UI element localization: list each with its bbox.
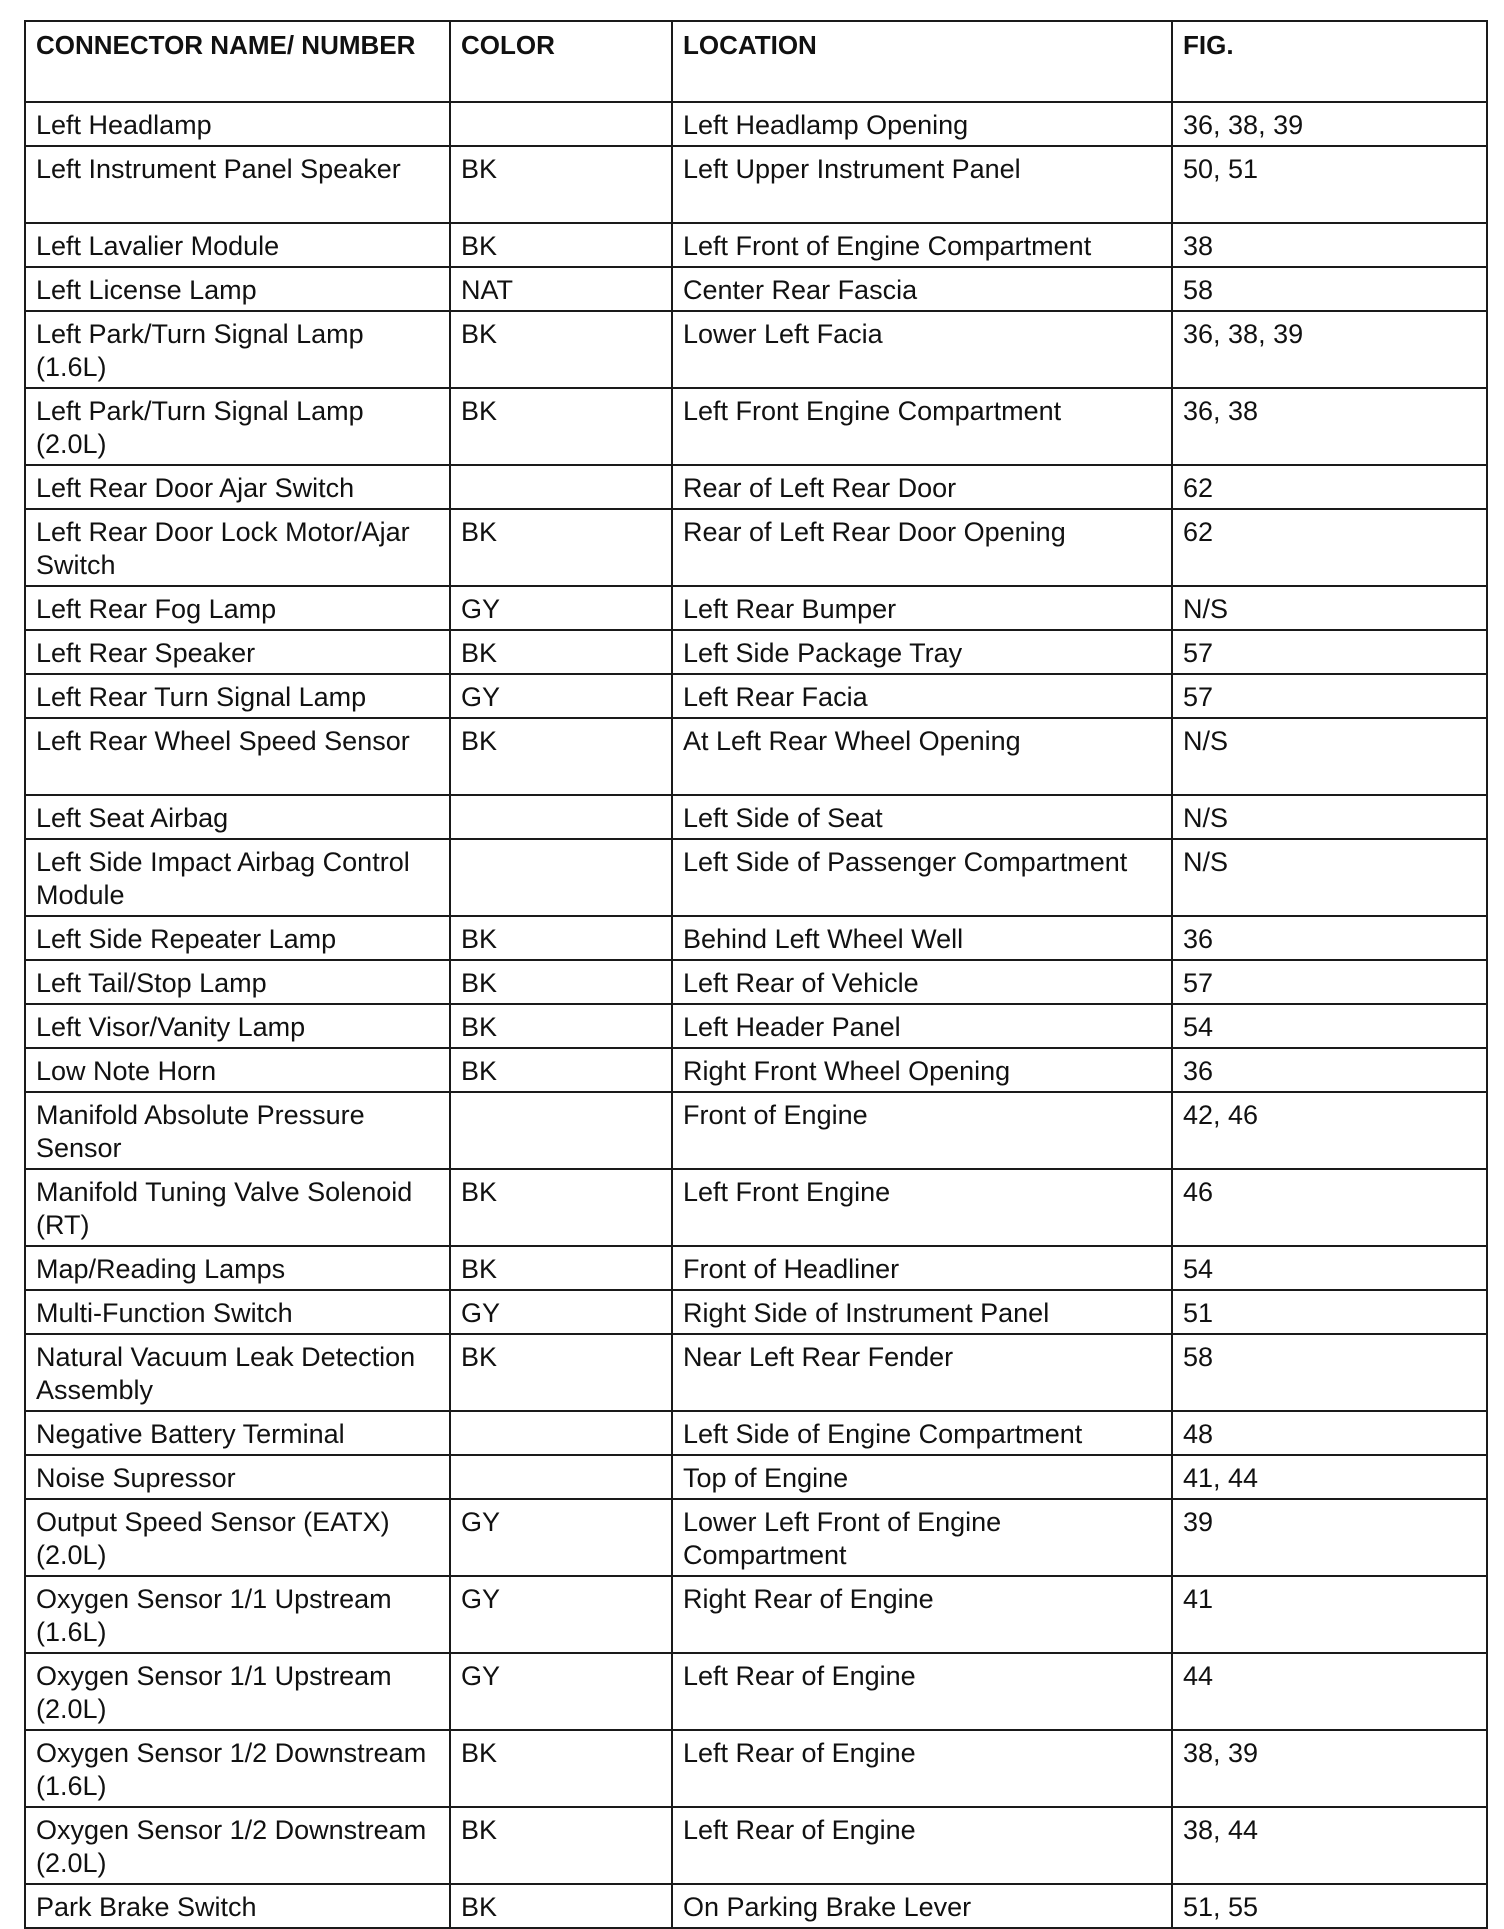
cell-location: Left Side Package Tray [672,630,1172,674]
cell-fig: N/S [1172,718,1487,795]
table-row [25,1576,1487,1653]
cell-connector-name: Left Rear Door Ajar Switch [25,465,450,509]
cell-fig: 38 [1172,223,1487,267]
table-row [25,1169,1487,1246]
header-location: LOCATION [672,21,1172,102]
header-row [25,21,1487,102]
table-row [25,223,1487,267]
table-row [25,1048,1487,1092]
table-row [25,630,1487,674]
cell-color: BK [450,1334,672,1411]
cell-color: GY [450,1499,672,1576]
cell-connector-name: Low Note Horn [25,1048,450,1092]
cell-fig: 36, 38, 39 [1172,311,1487,388]
table-row [25,795,1487,839]
cell-location: Left Front Engine Compartment [672,388,1172,465]
cell-fig: 50, 51 [1172,146,1487,223]
cell-location: Rear of Left Rear Door [672,465,1172,509]
cell-color: BK [450,1004,672,1048]
cell-fig: 36, 38, 39 [1172,102,1487,146]
cell-fig: 48 [1172,1411,1487,1455]
cell-fig: 57 [1172,630,1487,674]
cell-color: BK [450,1807,672,1884]
cell-connector-name: Manifold Absolute Pressure Sensor [25,1092,450,1169]
cell-color: GY [450,1290,672,1334]
header-connector-name: CONNECTOR NAME/ NUMBER [25,21,450,102]
table-row [25,1334,1487,1411]
cell-fig: 36 [1172,1048,1487,1092]
cell-connector-name: Left Side Repeater Lamp [25,916,450,960]
cell-color: BK [450,1169,672,1246]
cell-connector-name: Left Instrument Panel Speaker [25,146,450,223]
cell-location: On Parking Brake Lever [672,1884,1172,1928]
cell-color: GY [450,1653,672,1730]
cell-fig: 41 [1172,1576,1487,1653]
cell-connector-name: Oxygen Sensor 1/2 Downstream (2.0L) [25,1807,450,1884]
header-color: COLOR [450,21,672,102]
table-row [25,465,1487,509]
header-fig: FIG. [1172,21,1487,102]
cell-color: BK [450,1884,672,1928]
table-row [25,1884,1487,1928]
cell-location: Left Rear of Vehicle [672,960,1172,1004]
table-row [25,586,1487,630]
table-row [25,1730,1487,1807]
cell-color [450,1455,672,1499]
cell-fig: 44 [1172,1653,1487,1730]
cell-connector-name: Left Tail/Stop Lamp [25,960,450,1004]
cell-color [450,1092,672,1169]
cell-color: BK [450,1048,672,1092]
cell-connector-name: Left Lavalier Module [25,223,450,267]
cell-color: BK [450,146,672,223]
cell-fig: 41, 44 [1172,1455,1487,1499]
cell-connector-name: Left Side Impact Airbag Control Module [25,839,450,916]
cell-connector-name: Oxygen Sensor 1/2 Downstream (1.6L) [25,1730,450,1807]
cell-fig: 57 [1172,674,1487,718]
cell-fig: 42, 46 [1172,1092,1487,1169]
cell-connector-name: Left License Lamp [25,267,450,311]
cell-location: Lower Left Facia [672,311,1172,388]
cell-connector-name: Left Park/Turn Signal Lamp (2.0L) [25,388,450,465]
cell-connector-name: Left Rear Speaker [25,630,450,674]
cell-fig: 36 [1172,916,1487,960]
cell-location: Top of Engine [672,1455,1172,1499]
cell-fig: 54 [1172,1004,1487,1048]
cell-color: BK [450,388,672,465]
cell-color [450,102,672,146]
table-row [25,960,1487,1004]
table-row [25,102,1487,146]
cell-connector-name: Oxygen Sensor 1/1 Upstream (1.6L) [25,1576,450,1653]
cell-connector-name: Left Headlamp [25,102,450,146]
table-row [25,388,1487,465]
cell-connector-name: Left Rear Wheel Speed Sensor [25,718,450,795]
cell-location: Left Front Engine [672,1169,1172,1246]
cell-fig: 46 [1172,1169,1487,1246]
cell-color: NAT [450,267,672,311]
cell-color [450,795,672,839]
cell-location: Left Rear Facia [672,674,1172,718]
cell-location: Front of Engine [672,1092,1172,1169]
cell-color [450,465,672,509]
connector-table [24,20,1488,1929]
cell-connector-name: Noise Supressor [25,1455,450,1499]
cell-color: BK [450,223,672,267]
cell-connector-name: Left Rear Door Lock Motor/Ajar Switch [25,509,450,586]
cell-location: Left Side of Passenger Compartment [672,839,1172,916]
cell-connector-name: Park Brake Switch [25,1884,450,1928]
cell-location: Left Rear of Engine [672,1653,1172,1730]
cell-location: Left Front of Engine Compartment [672,223,1172,267]
cell-fig: 51, 55 [1172,1884,1487,1928]
cell-color: BK [450,916,672,960]
cell-fig: 62 [1172,465,1487,509]
table-row [25,1653,1487,1730]
cell-location: Lower Left Front of Engine Compartment [672,1499,1172,1576]
cell-fig: 36, 38 [1172,388,1487,465]
table-row [25,1290,1487,1334]
table-row [25,1411,1487,1455]
cell-location: Behind Left Wheel Well [672,916,1172,960]
table-row [25,1246,1487,1290]
cell-fig: N/S [1172,586,1487,630]
cell-connector-name: Natural Vacuum Leak Detection Assembly [25,1334,450,1411]
cell-location: Left Side of Engine Compartment [672,1411,1172,1455]
cell-location: Right Side of Instrument Panel [672,1290,1172,1334]
table-row [25,311,1487,388]
table-row [25,718,1487,795]
cell-fig: 38, 44 [1172,1807,1487,1884]
cell-connector-name: Map/Reading Lamps [25,1246,450,1290]
cell-fig: 54 [1172,1246,1487,1290]
cell-location: Front of Headliner [672,1246,1172,1290]
cell-connector-name: Left Park/Turn Signal Lamp (1.6L) [25,311,450,388]
cell-color [450,1411,672,1455]
table-row [25,509,1487,586]
cell-color: GY [450,1576,672,1653]
cell-fig: 57 [1172,960,1487,1004]
cell-location: Left Headlamp Opening [672,102,1172,146]
cell-fig: 38, 39 [1172,1730,1487,1807]
cell-connector-name: Left Visor/Vanity Lamp [25,1004,450,1048]
table-row [25,1807,1487,1884]
cell-location: Right Front Wheel Opening [672,1048,1172,1092]
cell-fig: 58 [1172,1334,1487,1411]
cell-fig: 39 [1172,1499,1487,1576]
cell-fig: 51 [1172,1290,1487,1334]
cell-color: BK [450,718,672,795]
table-row [25,146,1487,223]
cell-color [450,839,672,916]
cell-connector-name: Multi-Function Switch [25,1290,450,1334]
cell-color: BK [450,960,672,1004]
cell-color: GY [450,674,672,718]
table-row [25,674,1487,718]
table-row [25,916,1487,960]
table-row [25,1092,1487,1169]
cell-connector-name: Left Seat Airbag [25,795,450,839]
table-row [25,267,1487,311]
table-row [25,1004,1487,1048]
cell-location: Left Upper Instrument Panel [672,146,1172,223]
cell-connector-name: Left Rear Fog Lamp [25,586,450,630]
cell-location: Left Rear Bumper [672,586,1172,630]
cell-location: Rear of Left Rear Door Opening [672,509,1172,586]
cell-fig: 62 [1172,509,1487,586]
cell-location: Left Header Panel [672,1004,1172,1048]
cell-connector-name: Output Speed Sensor (EATX) (2.0L) [25,1499,450,1576]
cell-connector-name: Negative Battery Terminal [25,1411,450,1455]
cell-fig: N/S [1172,795,1487,839]
cell-color: BK [450,630,672,674]
cell-fig: N/S [1172,839,1487,916]
cell-connector-name: Manifold Tuning Valve Solenoid (RT) [25,1169,450,1246]
cell-color: GY [450,586,672,630]
cell-location: Left Rear of Engine [672,1807,1172,1884]
cell-location: Right Rear of Engine [672,1576,1172,1653]
cell-fig: 58 [1172,267,1487,311]
cell-color: BK [450,509,672,586]
cell-connector-name: Left Rear Turn Signal Lamp [25,674,450,718]
cell-location: Left Rear of Engine [672,1730,1172,1807]
table-row [25,1499,1487,1576]
table-row [25,1455,1487,1499]
cell-location: Near Left Rear Fender [672,1334,1172,1411]
cell-location: At Left Rear Wheel Opening [672,718,1172,795]
cell-connector-name: Oxygen Sensor 1/1 Upstream (2.0L) [25,1653,450,1730]
cell-location: Center Rear Fascia [672,267,1172,311]
cell-location: Left Side of Seat [672,795,1172,839]
cell-color: BK [450,1730,672,1807]
cell-color: BK [450,311,672,388]
cell-color: BK [450,1246,672,1290]
table-row [25,839,1487,916]
